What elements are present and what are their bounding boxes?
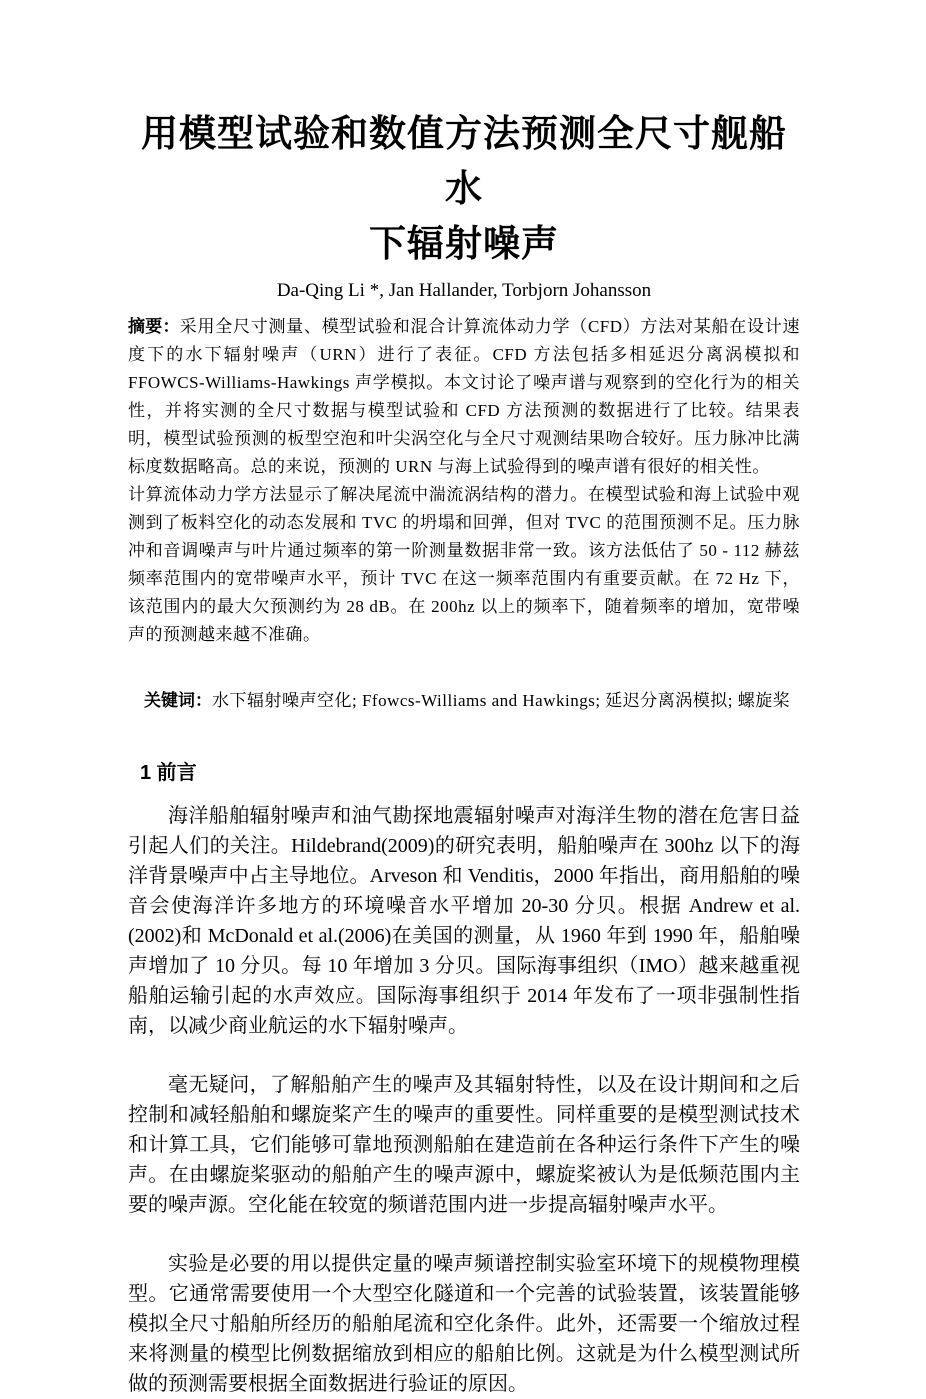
paper-title-line2: 下辐射噪声 [369, 223, 559, 264]
abstract-paragraph-2: 计算流体动力学方法显示了解决尾流中湍流涡结构的潜力。在模型试验和海上试验中观测到了板料空化的动态发展和 TVC 的坍塌和回弹，但对 TVC 的范围预测不足。压力脉冲和音调噪声与叶片通过频率的第一阶测量数据非常一致。该方法低估了 50 - 112 赫兹频率范围内的宽带噪声水平，预计 TVC 在这一频率范围内有重要贡献。在 72 Hz 下，该范围内的最大欠预测约为 28 dB。在 200hz 以上的频率下，随着频率的增加，宽带噪声的预测越来越不准确。 [128, 485, 800, 644]
keywords-line [128, 687, 800, 715]
abstract-section [128, 313, 800, 649]
section-heading-introduction: 1 前言 [140, 762, 197, 784]
abstract-paragraph-1 [128, 313, 800, 481]
keywords-label: 关键词： [144, 691, 212, 710]
paper-title [128, 106, 800, 271]
keywords-text: 水下辐射噪声空化; Ffowcs-Williams and Hawkings; 延迟分离涡模拟; 螺旋桨 [212, 691, 791, 710]
intro-paragraph-2: 毫无疑问，了解船舶产生的噪声及其辐射特性，以及在设计期间和之后控制和减轻船舶和螺旋桨产生的噪声的重要性。同样重要的是模型测试技术和计算工具，它们能够可靠地预测船舶在建造前在各种运行条件下产生的噪声。在由螺旋桨驱动的船舶产生的噪声源中，螺旋桨被认为是低频范围内主要的噪声源。空化能在较宽的频谱范围内进一步提高辐射噪声水平。 [128, 1074, 800, 1216]
paper-title-line1: 用模型试验和数值方法预测全尺寸舰船水 [141, 113, 787, 209]
intro-paragraph-3: 实验是必要的用以提供定量的噪声频谱控制实验室环境下的规模物理模型。它通常需要使用一个大型空化隧道和一个完善的试验装置，该装置能够模拟全尺寸船舶所经历的船舶尾流和空化条件。此外，还需要一个缩放过程来将测量的模型比例数据缩放到相应的船舶比例。这就是为什么模型测试所做的预测需要根据全面数据进行验证的原因。 [128, 1253, 800, 1395]
authors-line: Da-Qing Li *, Jan Hallander, Torbjorn Johansson [276, 280, 652, 301]
intro-paragraph-1: 海洋船舶辐射噪声和油气勘探地震辐射噪声对海洋生物的潜在危害日益引起人们的关注。Hildebrand(2009)的研究表明，船舶噪声在 300hz 以下的海洋背景噪声中占主导地位。Arveson 和 Venditis，2000 年指出，商用船舶的噪音会使海洋许多地方的环境噪音水平增加 20-30 分贝。根据 Andrew et al.(2002)和 McDonald et al.(2006)在美国的测量，从 1960 年到 1990 年，船舶噪声增加了 10 分贝。每 10 年增加 3 分贝。国际海事组织（IMO）越来越重视船舶运输引起的水声效应。国际海事组织于 2014 年发布了一项非强制性指南，以减少商业航运的水下辐射噪声。 [128, 805, 800, 1037]
abstract-text-1: 采用全尺寸测量、模型试验和混合计算流体动力学（CFD）方法对某船在设计速度下的水下辐射噪声（URN）进行了表征。CFD 方法包括多相延迟分离涡模拟和 FFOWCS-Williams-Hawkings 声学模拟。本文讨论了噪声谱与观察到的空化行为的相关性，并将实测的全尺寸数据与模型试验和 CFD 方法预测的数据进行了比较。结果表明，模型试验预测的板型空泡和叶尖涡空化与全尺寸观测结果吻合较好。压力脉冲比满标度数据略高。总的来说，预测的 URN 与海上试验得到的噪声谱有很好的相关性。 [128, 317, 800, 476]
abstract-label: 摘要： [128, 317, 180, 336]
